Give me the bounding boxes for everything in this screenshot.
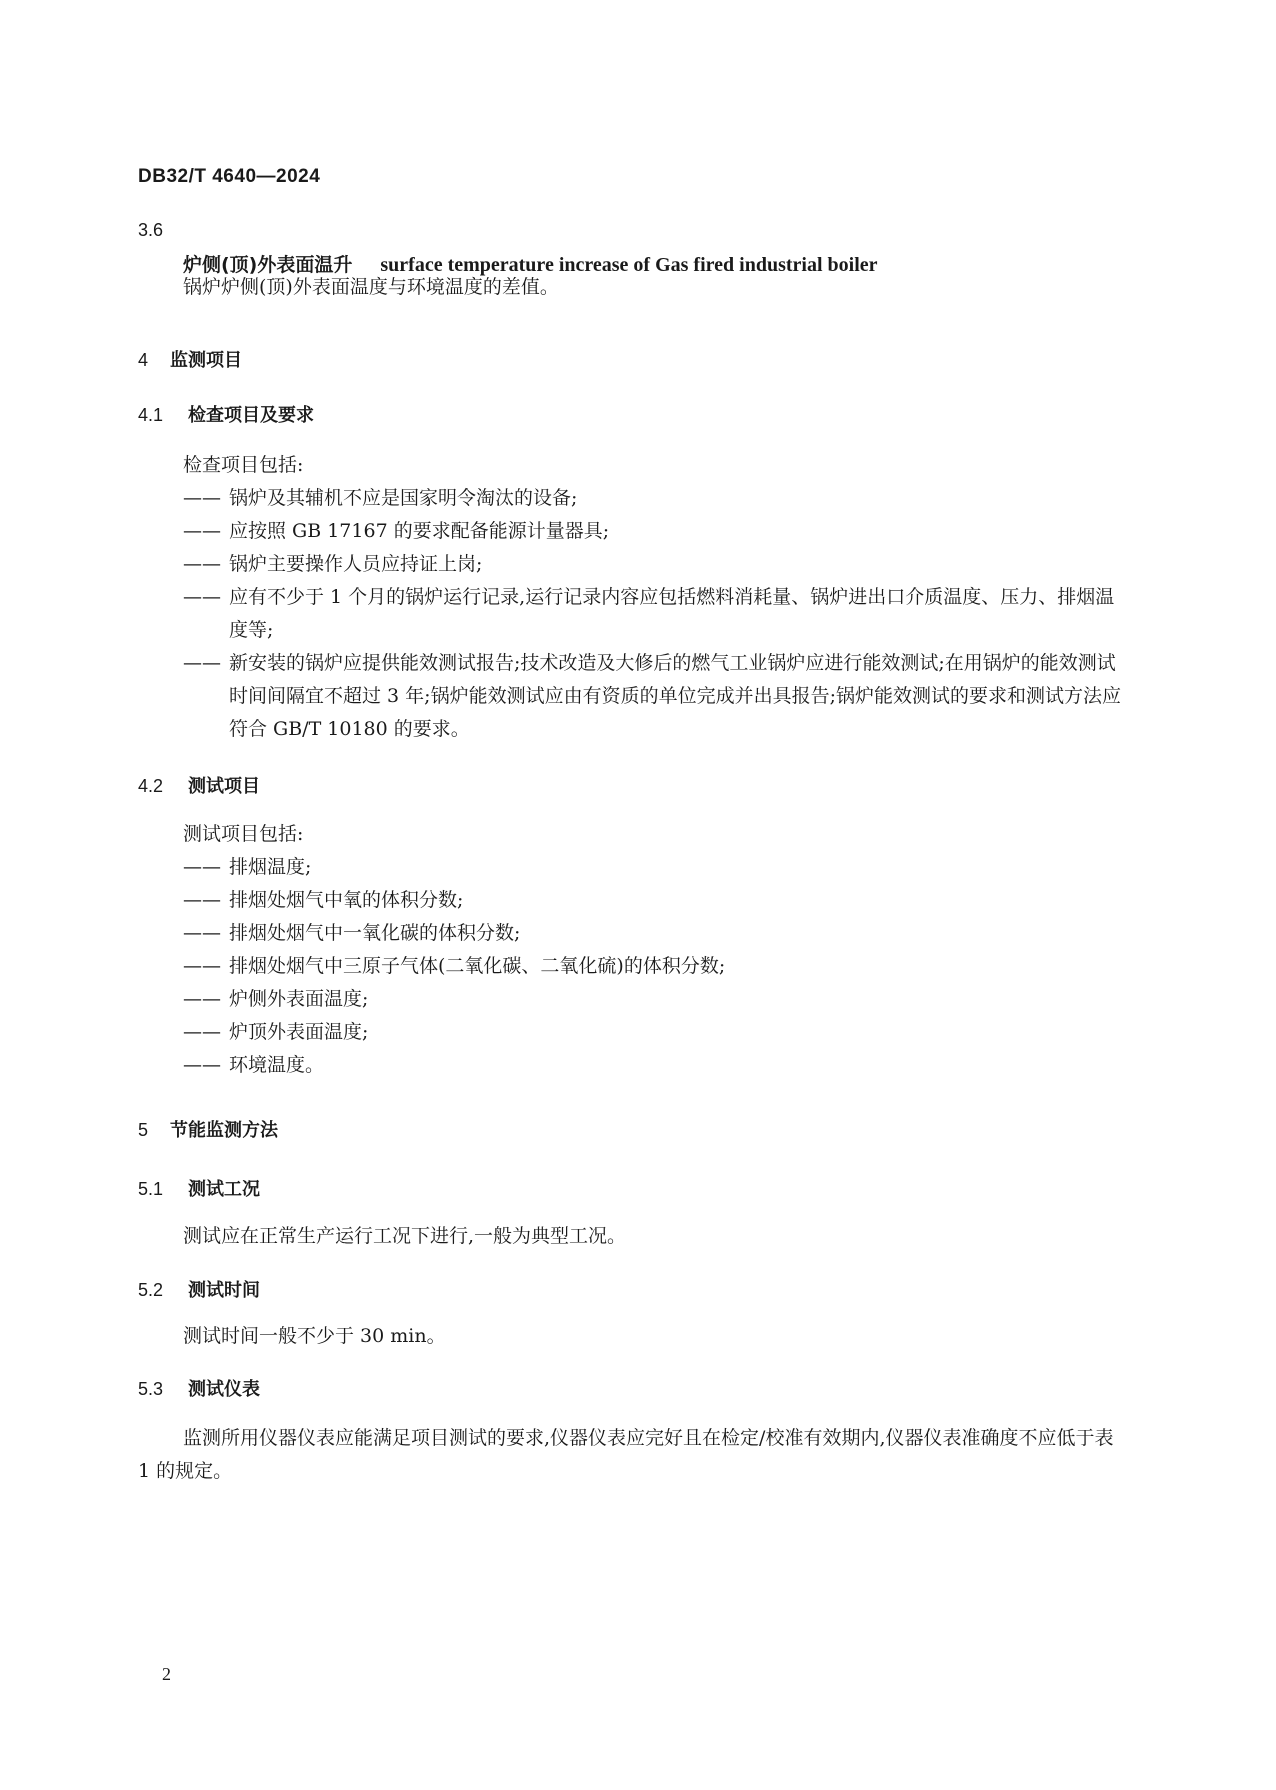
list-item-text: 应按照 GB 17167 的要求配备能源计量器具; xyxy=(229,520,610,542)
section-4-2-title: 测试项目 xyxy=(188,776,260,797)
list-dash: —— xyxy=(183,955,221,977)
section-4-1-number: 4.1 xyxy=(138,405,164,425)
list-dash: —— xyxy=(183,487,221,509)
list-item-text: 锅炉及其辅机不应是国家明令淘汰的设备; xyxy=(229,487,578,509)
list-item-text: 排烟温度; xyxy=(229,856,312,878)
term-definition: 锅炉炉侧(顶)外表面温度与环境温度的差值。 xyxy=(183,276,559,298)
list-item-text: 应有不少于 1 个月的锅炉运行记录,运行记录内容应包括燃料消耗量、锅炉进出口介质温度、压力、排烟温度等; xyxy=(229,586,1115,641)
section-5-2-title: 测试时间 xyxy=(188,1280,260,1301)
list-item xyxy=(183,1049,1123,1082)
section-4-1-title: 检查项目及要求 xyxy=(188,405,314,426)
section-5-2-number: 5.2 xyxy=(138,1280,164,1300)
section-4-2-heading xyxy=(138,772,260,798)
list-item xyxy=(183,515,1123,548)
section-5-heading xyxy=(138,1116,278,1142)
term-title-cn: 炉侧(顶)外表面温升 xyxy=(183,254,353,276)
list-item-text: 排烟处烟气中一氧化碳的体积分数; xyxy=(229,922,521,944)
list-item-text: 环境温度。 xyxy=(229,1054,325,1076)
list-dash: —— xyxy=(183,856,221,878)
list-dash: —— xyxy=(183,553,221,575)
section-4-heading xyxy=(138,346,242,372)
list-item-text: 新安装的锅炉应提供能效测试报告;技术改造及大修后的燃气工业锅炉应进行能效测试;在用锅炉的能效测试时间间隔宜不超过 3 年;锅炉能效测试应由有资质的单位完成并出具报告;锅炉能效测试的要求和测试方法应符合 GB/T 10180 的要求。 xyxy=(229,652,1121,740)
list-item xyxy=(183,917,1123,950)
list-dash: —— xyxy=(183,1054,221,1076)
list-item-text: 炉顶外表面温度; xyxy=(229,1021,369,1043)
list-item xyxy=(183,581,1123,647)
list-dash: —— xyxy=(183,988,221,1010)
list-item-text: 排烟处烟气中氧的体积分数; xyxy=(229,889,464,911)
section-4-title: 监测项目 xyxy=(170,350,242,371)
section-5-2-heading xyxy=(138,1276,260,1302)
section-5-1-title: 测试工况 xyxy=(188,1179,260,1200)
section-5-3-number: 5.3 xyxy=(138,1379,164,1399)
section-5-1-heading xyxy=(138,1175,260,1201)
section-5-number: 5 xyxy=(138,1120,149,1140)
list-item xyxy=(183,884,1123,917)
section-5-1-text: 测试应在正常生产运行工况下进行,一般为典型工况。 xyxy=(183,1225,627,1247)
list-item xyxy=(183,950,1123,983)
list-item xyxy=(183,647,1123,746)
list-item xyxy=(183,983,1123,1016)
list-item xyxy=(183,1016,1123,1049)
section-4-1-heading xyxy=(138,401,314,427)
page-number: 2 xyxy=(162,1664,171,1684)
section-5-1-number: 5.1 xyxy=(138,1179,164,1199)
list-item xyxy=(183,851,1123,884)
section-5-2-text: 测试时间一般不少于 30 min。 xyxy=(183,1325,446,1347)
section-4-number: 4 xyxy=(138,350,149,370)
section-5-3-heading xyxy=(138,1375,260,1401)
section-5-title: 节能监测方法 xyxy=(170,1120,278,1141)
list-dash: —— xyxy=(183,922,221,944)
list-item xyxy=(183,548,1123,581)
section-5-3-text: 监测所用仪器仪表应能满足项目测试的要求,仪器仪表应完好且在检定/校准有效期内,仪器仪表准确度不应低于表 1 的规定。 xyxy=(138,1427,1114,1482)
list-dash: —— xyxy=(183,586,221,608)
list-item-text: 锅炉主要操作人员应持证上岗; xyxy=(229,553,483,575)
section-4-1-intro: 检查项目包括: xyxy=(183,454,304,476)
document-number-header: DB32/T 4640—2024 xyxy=(138,166,321,187)
list-item-text: 排烟处烟气中三原子气体(二氧化碳、二氧化硫)的体积分数; xyxy=(229,955,726,977)
list-dash: —— xyxy=(183,520,221,542)
term-number: 3.6 xyxy=(138,220,164,240)
list-dash: —— xyxy=(183,652,221,674)
term-title-en: surface temperature increase of Gas fired industrial boiler xyxy=(380,254,878,276)
list-dash: —— xyxy=(183,889,221,911)
section-4-2-intro: 测试项目包括: xyxy=(183,823,304,845)
list-item-text: 炉侧外表面温度; xyxy=(229,988,369,1010)
section-4-2-number: 4.2 xyxy=(138,776,164,796)
list-dash: —— xyxy=(183,1021,221,1043)
list-item xyxy=(183,482,1123,515)
section-5-3-title: 测试仪表 xyxy=(188,1379,260,1400)
